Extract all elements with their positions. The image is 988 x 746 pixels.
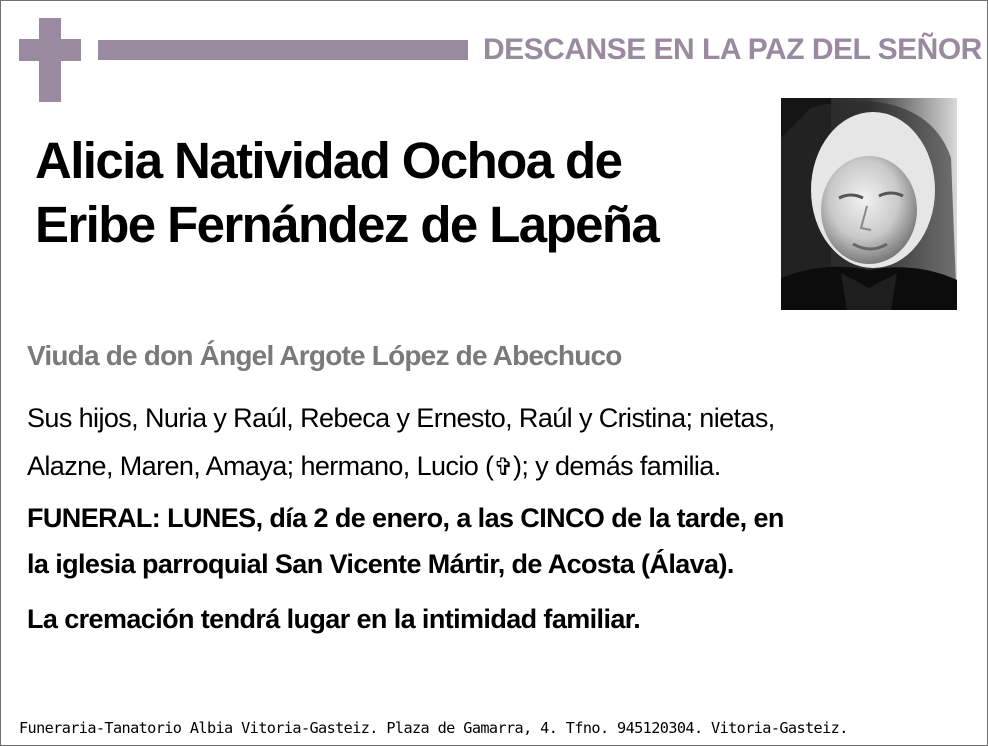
deceased-name-line2: Eribe Fernández de Lapeña <box>35 196 659 253</box>
deceased-cross-icon: ✞ <box>493 454 513 481</box>
portrait-photo <box>781 98 957 310</box>
motto-heading: DESCANSE EN LA PAZ DEL SEÑOR <box>483 33 982 66</box>
family-line2-start: Alazne, Maren, Amaya; hermano, Lucio ( <box>27 451 494 481</box>
cremation-line: La cremación tendrá lugar en la intimidad familiar. <box>27 604 641 634</box>
funeral-line1: FUNERAL: LUNES, día 2 de enero, a las CINCO de la tarde, en <box>27 503 784 533</box>
header-rule <box>98 40 468 60</box>
funeral-paragraph <box>27 495 977 587</box>
funeral-line2: la iglesia parroquial San Vicente Mártir, de Acosta (Álava). <box>27 549 734 579</box>
widow-of-line: Viuda de don Ángel Argote López de Abechuco <box>27 340 622 371</box>
deceased-name-line1: Alicia Natividad Ochoa de <box>35 132 622 189</box>
funeral-home-footer: Funeraria-Tanatorio Albia Vitoria-Gasteiz. Plaza de Gamarra, 4. Tfno. 945120304. Vitoria-Gasteiz. <box>19 719 848 737</box>
family-line1: Sus hijos, Nuria y Raúl, Rebeca y Ernesto, Raúl y Cristina; nietas, <box>27 403 775 433</box>
family-paragraph <box>27 394 977 492</box>
family-line2 <box>27 442 977 492</box>
family-line2-end: ); y demás familia. <box>512 451 721 481</box>
deceased-name <box>35 129 775 257</box>
